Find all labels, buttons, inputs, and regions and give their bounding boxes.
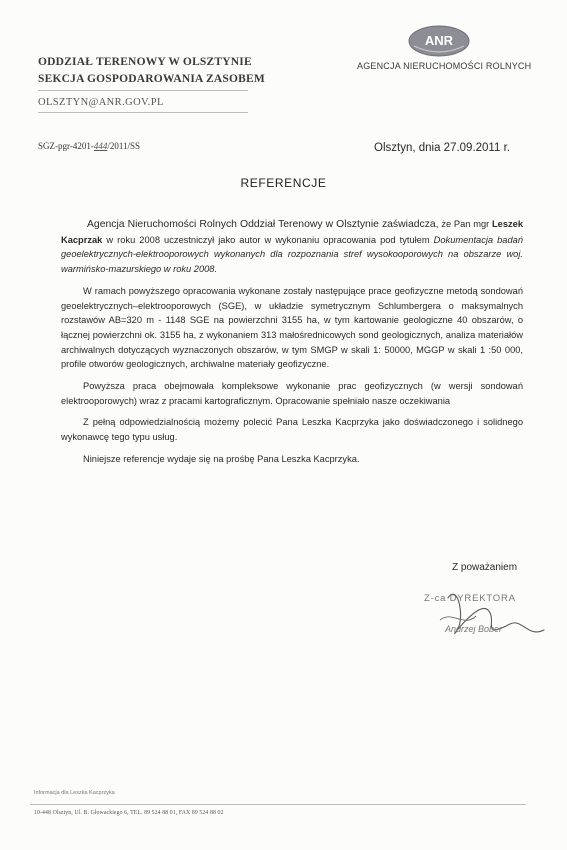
ref-prefix: SGZ-pgr-4201- bbox=[38, 141, 94, 151]
paragraph-1-lead: Agencja Nieruchomości Rolnych Oddział Terenowy w Olsztynie zaświadcza, bbox=[87, 219, 439, 230]
study-title: Dokumentacja badań geoelektrycznych-elektrooporowych wykonanych dla rozpoznania stref wysokooporowych na obszarze woj. warmińsko-mazurskiego w roku 2008. bbox=[61, 234, 523, 275]
ref-handwritten-number: 444 bbox=[93, 141, 108, 151]
signer-role-stamp: Z-ca DYREKTORA bbox=[424, 593, 516, 604]
footer-divider bbox=[30, 804, 526, 805]
paragraph-4: Z pełną odpowiedzialnością możemy polecić Pana Leszka Kacprzyka jako doświadczonego i solidnego wykonawcę tego typu usług. bbox=[61, 417, 523, 443]
closing-regards: Z poważaniem bbox=[452, 562, 518, 573]
date-line: Olsztyn, dnia 27.09.2011 r. bbox=[374, 142, 510, 154]
person-name: Leszek Kacprzak bbox=[61, 219, 523, 245]
email-divider bbox=[38, 112, 248, 113]
ref-suffix: /2011/SS bbox=[107, 141, 140, 151]
org-section-line: SEKCJA GOSPODAROWANIA ZASOBEM bbox=[38, 73, 265, 85]
logo-text: ANR bbox=[424, 33, 454, 48]
anr-logo-icon bbox=[408, 24, 470, 58]
paragraph-1-text-b: w roku 2008 uczestniczył jako autor w wykonaniu opracowania pod tytułem bbox=[106, 234, 430, 245]
org-name-line: ODDZIAŁ TERENOWY W OLSZTYNIE bbox=[38, 56, 252, 68]
paragraph-1-text-a: że Pan mgr bbox=[441, 219, 490, 229]
document-title: REFERENCJE bbox=[240, 176, 327, 190]
cc-line: Informacja dla Leszka Kacprzyka bbox=[34, 790, 115, 796]
paragraph-2: W ramach powyższego opracowania wykonane zostały następujące prace geofizyczne metodą sondowań geoelektrycznych–elektrooporowych (SGE), w układzie symetrycznym Schlumbergera o maksymalnych rozstawów AB=320 m - 1148 SGE na powierzchni 3155 ha, w tym kartowanie geologiczne 40 obszarów, o łącznej powierzchni ok. 3155 ha, z wykonaniem 313 małośrednicowych sond geologicznych, analiza materiałów archiwalnych dotyczących wyznaczonych obszarów, w tym SMGP w skali 1: 50000, MGGP w skali 1 :50 000, profile otworów geologicznych, archiwalne materiały geofizyczne. bbox=[61, 285, 523, 370]
letter-body bbox=[61, 217, 523, 474]
paragraph-3: Powyższa praca obejmowała kompleksowe wykonanie prac geofizycznych (w wersji sondowań elektrooporowych) wraz z pracami kartograficznym. Opracowanie spełniało nasze oczekiwania bbox=[61, 381, 523, 406]
signer-name-stamp: Andrzej Bober bbox=[445, 624, 503, 634]
paragraph-1 bbox=[61, 217, 523, 277]
signature-scribble-icon bbox=[418, 580, 558, 650]
org-email: OLSZTYN@ANR.GOV.PL bbox=[38, 97, 164, 108]
agency-name: AGENCJA NIERUCHOMOŚCI ROLNYCH bbox=[357, 61, 532, 71]
anr-logo bbox=[408, 24, 470, 58]
paragraph-5: Niniejsze referencje wydaje się na prośbę Pana Leszka Kacprzyka. bbox=[83, 453, 360, 464]
reference-number bbox=[38, 141, 140, 151]
footer-address: 10-448 Olsztyn, Ul. B. Głowackiego 6, TEL. 89 524 88 01, FAX 89 524 88 02 bbox=[34, 810, 224, 816]
header-divider bbox=[38, 90, 248, 91]
